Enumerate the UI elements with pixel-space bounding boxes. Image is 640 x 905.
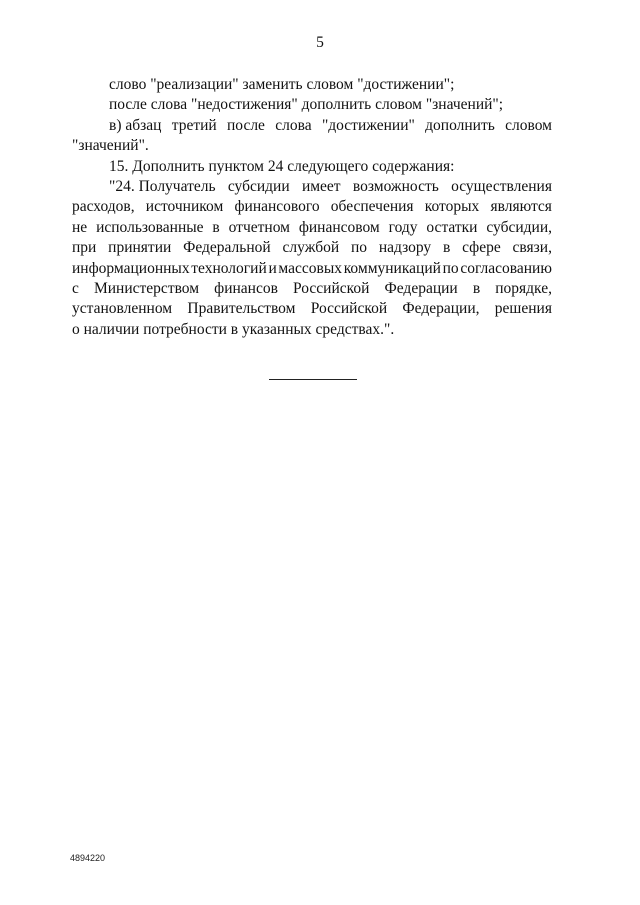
word: и — [268, 259, 277, 277]
paragraph-add-word: после слова "недостижения" дополнить словом "значений"; — [109, 96, 504, 114]
word: расходов, — [72, 198, 135, 216]
word: согласованию — [460, 259, 552, 277]
word: в) абзац — [109, 116, 162, 134]
word: отчетном — [228, 218, 290, 236]
word: "достижении" — [321, 116, 415, 134]
word: имеет — [301, 177, 341, 195]
word: субсидии, — [486, 218, 552, 236]
paragraph-item-15: 15. Дополнить пунктом 24 следующего содержания: — [109, 157, 455, 175]
paragraph-24-line-5 — [72, 259, 552, 279]
paragraph-24-line-1 — [72, 177, 552, 197]
word: Федерации — [384, 279, 458, 297]
word: дополнить — [425, 116, 495, 134]
word: Российской — [293, 279, 370, 297]
paragraph-replace-word: слово "реализации" заменить словом "достижении"; — [109, 76, 455, 93]
word: возможность — [352, 177, 439, 195]
word: в — [442, 239, 451, 257]
word: принятии — [108, 239, 172, 257]
word: связи, — [512, 239, 552, 257]
paragraph-24-line-7 — [72, 299, 552, 319]
document-code: 4894220 — [70, 853, 106, 863]
word: источником — [145, 198, 224, 216]
word: Федеральной — [183, 239, 271, 257]
word: Правительством — [187, 300, 296, 318]
word: субсидии — [227, 177, 290, 195]
word: коммуникаций — [343, 259, 441, 277]
paragraph-item-v-line-2: "значений". — [72, 137, 149, 155]
word: с — [72, 279, 79, 297]
word: словом — [505, 116, 552, 134]
word: массовых — [278, 259, 342, 277]
word: порядке, — [495, 279, 552, 297]
word: финансового — [234, 198, 320, 216]
closing-rule — [269, 379, 357, 380]
word: при — [72, 239, 97, 257]
word: сфере — [462, 239, 501, 257]
word: являются — [490, 198, 552, 216]
word: службой — [282, 239, 340, 257]
word: технологий — [191, 259, 267, 277]
word: финансов — [214, 279, 278, 297]
word: обеспечения — [330, 198, 414, 216]
paragraph-item-v-line-1 — [72, 116, 552, 136]
word: Российской — [310, 300, 388, 318]
word: финансовом — [298, 218, 380, 236]
word: осуществления — [451, 177, 552, 195]
word: Федерации, — [402, 300, 480, 318]
word: по — [350, 239, 367, 257]
word: использованные — [96, 218, 204, 236]
word: третий — [171, 116, 217, 134]
paragraph-24-line-2 — [72, 197, 552, 217]
word: после — [227, 116, 265, 134]
word: которых — [424, 198, 480, 216]
word: не — [72, 218, 88, 236]
word: в — [472, 279, 481, 297]
paragraph-24-line-6 — [72, 279, 552, 299]
word: "24. Получатель — [109, 177, 216, 195]
word: Министерством — [93, 279, 200, 297]
page-number: 5 — [316, 34, 324, 51]
word: надзору — [378, 239, 432, 257]
paragraph-24-line-8: о наличии потребности в указанных средствах.". — [72, 320, 395, 338]
word: информационных — [72, 259, 190, 277]
word: по — [442, 259, 459, 277]
word: решения — [494, 300, 552, 318]
word: установленном — [72, 300, 173, 318]
document-body — [72, 75, 552, 340]
word: остатки — [426, 218, 478, 236]
word: слова — [275, 116, 312, 134]
paragraph-24-line-3 — [72, 218, 552, 238]
word: году — [388, 218, 418, 236]
word: в — [212, 218, 220, 236]
paragraph-24-line-4 — [72, 238, 552, 258]
